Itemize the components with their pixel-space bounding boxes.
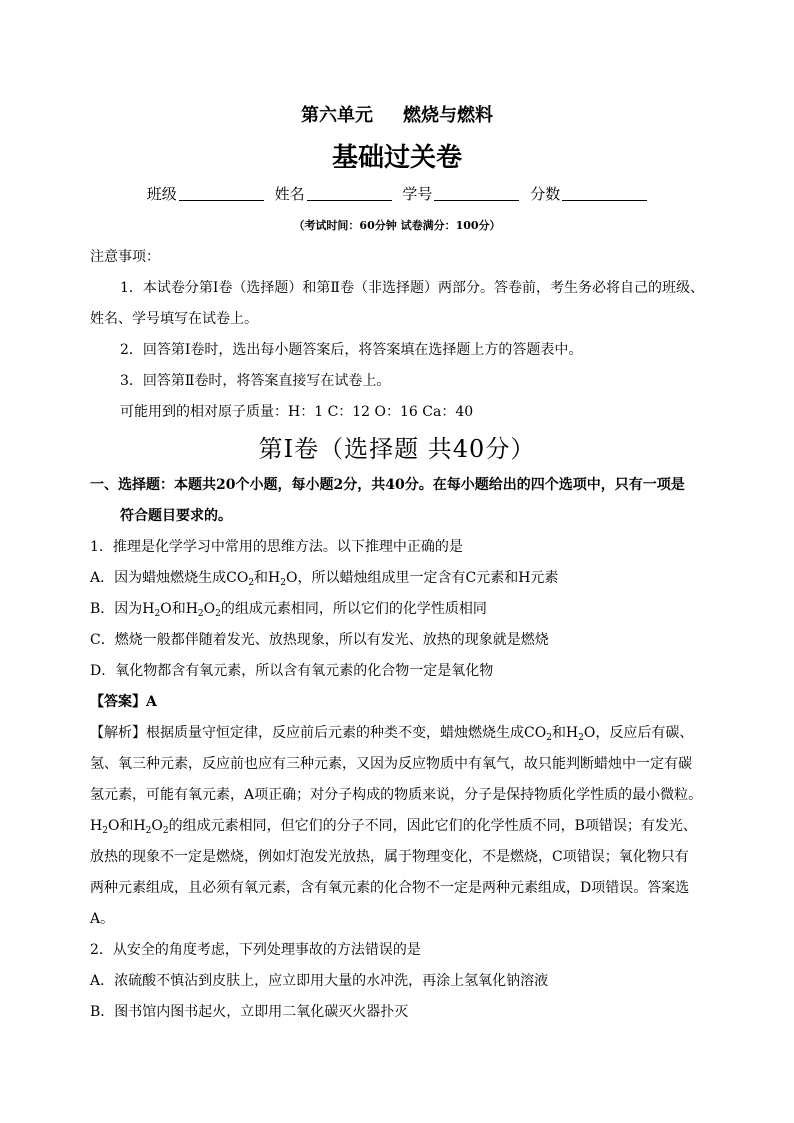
section-instruction: 一、选择题：本题共20个小题，每小题2分，共40分。在每小题给出的四个选项中，只有一项是 [90, 477, 685, 493]
question-1-explanation-4 [90, 816, 754, 836]
explanation-text: O [151, 818, 163, 834]
student-id-blank[interactable] [434, 186, 519, 201]
atomic-mass-note: 可能用到的相对原子质量：H：1 C：12 O：16 Ca：40 [120, 404, 474, 420]
unit-title [0, 106, 794, 126]
question-1-explanation-5: 放热的现象不一定是燃烧，例如灯泡发光放热，属于物理变化，不是燃烧，C项错误；氧化物只有 [90, 849, 689, 865]
question-2-option-b[interactable]: B．图书馆内图书起火，立即用二氧化碳灭火器扑灭 [90, 1004, 409, 1020]
subscript: 2 [578, 733, 584, 743]
option-text: 的组成元素相同，所以它们的化学性质相同 [220, 601, 487, 617]
subscript: 2 [145, 826, 152, 836]
question-1-explanation-3: 氢元素，可能有氧元素，A项正确；对分子构成的物质来说，分子是保持物质化学性质的最小微粒。 [90, 787, 703, 803]
class-blank[interactable] [179, 186, 264, 201]
explanation-text: 的组成元素相同，但它们的分子不同，因此它们的化学性质不同，B项错误；有发光、 [168, 818, 697, 834]
option-text: A．因为蜡烛燃烧生成CO [90, 570, 249, 586]
name-label: 姓名 [274, 185, 305, 203]
notice-item-2: 2．回答第Ⅰ卷时，选出每小题答案后，将答案填在选择题上方的答题表中。 [120, 342, 583, 358]
student-info-row [0, 184, 794, 204]
explanation-text: O和H [107, 818, 146, 834]
student-id-field[interactable] [402, 184, 519, 204]
unit-topic: 燃烧与燃料 [403, 105, 493, 126]
notice-item-1-cont: 姓名、学号填写在试卷上。 [90, 311, 258, 327]
subscript: 2 [546, 733, 552, 743]
option-text: O [203, 601, 216, 617]
notice-heading: 注意事项： [90, 249, 160, 265]
class-label: 班级 [146, 185, 177, 203]
explanation-text: 和H [551, 725, 579, 741]
question-1-explanation-1 [90, 723, 754, 743]
explanation-text: O，反应后有碳、 [583, 725, 694, 741]
subscript: 2 [154, 609, 161, 619]
notice-item-3: 3．回答第Ⅱ卷时，将答案直接写在试卷上。 [120, 373, 391, 389]
subscript: 2 [197, 609, 204, 619]
question-1-explanation-2: 氢、氧三种元素，反应前也应有三种元素，又因为反应物质中有氧气，故只能判断蜡烛中一定有碳 [90, 756, 692, 772]
class-field[interactable] [147, 184, 264, 204]
name-blank[interactable] [307, 186, 392, 201]
explanation-text: 【解析】根据质量守恒定律，反应前后元素的种类不变，蜡烛燃烧生成CO [90, 725, 547, 741]
section-instruction-cont: 符合题目要求的。 [120, 508, 232, 524]
notice-item-1: 1．本试卷分第Ⅰ卷（选择题）和第Ⅱ卷（非选择题）两部分。答卷前，考生务必将自己的班级、 [120, 280, 704, 296]
exam-time-note: （考试时间：60分钟 试卷满分：100分） [293, 219, 501, 232]
subscript: 2 [102, 826, 108, 836]
unit-number: 第六单元 [301, 105, 373, 126]
student-id-label: 学号 [402, 185, 433, 203]
question-1-option-c[interactable]: C．燃烧一般都伴随着发光、放热现象，所以有发光、放热的现象就是燃烧 [90, 632, 549, 648]
main-title: 基础过关卷 [331, 143, 462, 173]
score-field[interactable] [530, 184, 647, 204]
section-title: 第Ⅰ卷（选择题 共40分） [258, 435, 536, 463]
question-2-option-a[interactable]: A．浓硫酸不慎沾到皮肤上，应立即用大量的水冲洗，再涂上氢氧化钠溶液 [90, 973, 549, 989]
option-text: B．因为H [90, 601, 155, 617]
question-1-option-a[interactable] [90, 568, 754, 588]
option-text: O和H [160, 601, 198, 617]
question-1-stem: 1．推理是化学学习中常用的思维方法。以下推理中正确的是 [90, 539, 463, 555]
option-text: O，所以蜡烛组成里一定含有C元素和H元素 [286, 570, 559, 586]
question-1-explanation-7: A。 [90, 911, 115, 927]
subscript: 2 [248, 578, 255, 588]
option-text: 和H [254, 570, 281, 586]
question-1-option-b[interactable] [90, 599, 754, 619]
score-label: 分数 [530, 185, 561, 203]
subscript: 2 [280, 578, 286, 588]
question-1-answer: 【答案】A [90, 694, 157, 710]
score-blank[interactable] [562, 186, 647, 201]
explanation-text: H [90, 818, 103, 834]
question-1-explanation-6: 两种元素组成，且必须有氧元素，含有氧元素的化合物不一定是两种元素组成，D项错误。答案选 [90, 880, 690, 896]
question-1-option-d[interactable]: D．氧化物都含有氧元素，所以含有氧元素的化合物一定是氧化物 [90, 663, 494, 679]
name-field[interactable] [275, 184, 392, 204]
question-2-stem: 2．从安全的角度考虑，下列处理事故的方法错误的是 [90, 942, 421, 958]
subscript: 2 [162, 826, 169, 836]
subscript: 2 [215, 609, 221, 619]
